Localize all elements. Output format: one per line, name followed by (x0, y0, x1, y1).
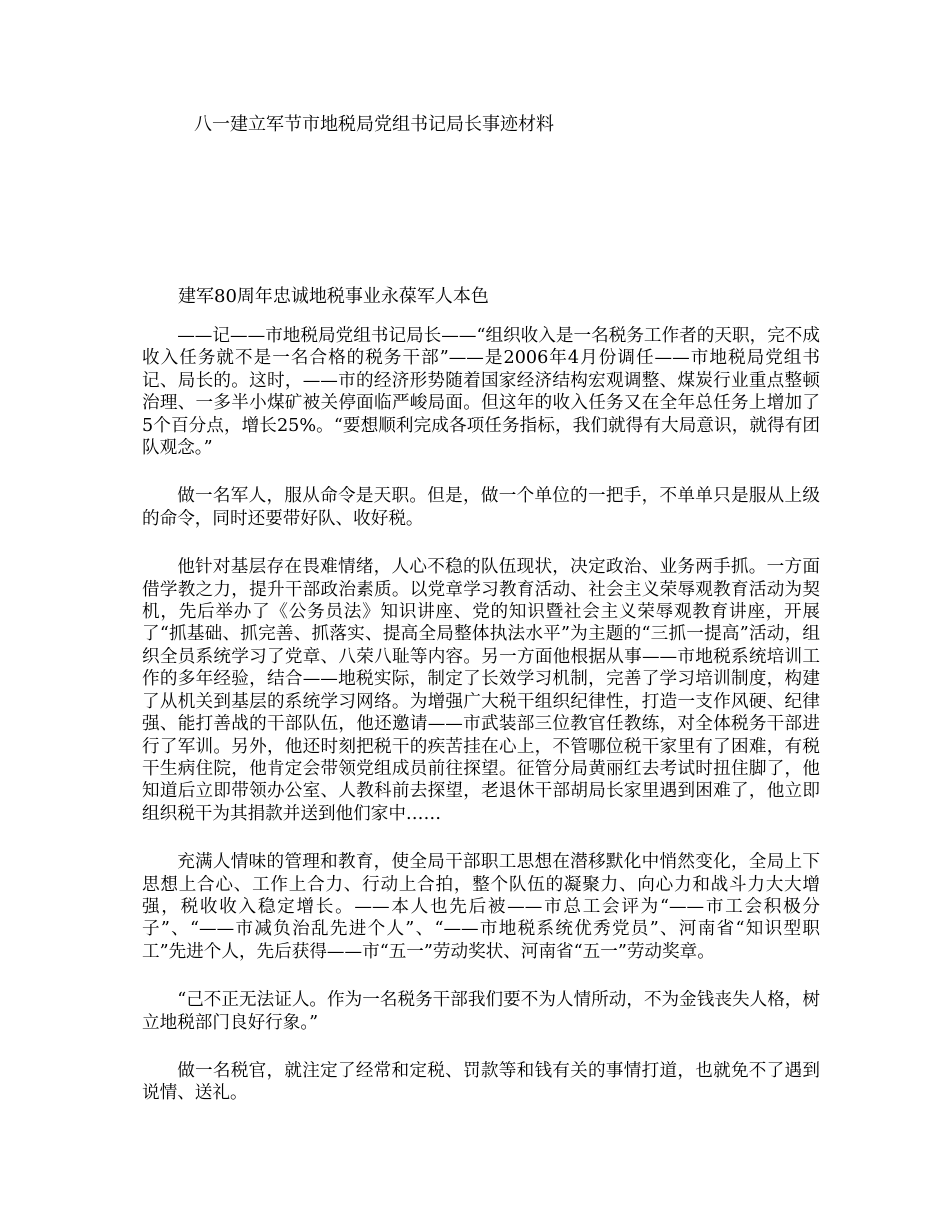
paragraph-1: ——记——市地税局党组书记局长——“组织收入是一名税务工作者的天职，完不成收入任务就不是一名合格的税务干部”——是2006年4月份调任——市地税局党组书记、局长的。这时，——市的经济形势随着国家经济结构宏观调整、煤炭行业重点整顿治理、一多半小煤矿被关停面临严峻局面。但这年的收入任务又在全年总任务上增加了5个百分点，增长25%。“要想顺利完成各项任务指标，我们就得有大局意识，就得有团队观念。” (142, 326, 820, 459)
paragraph-6: 做一名税官，就注定了经常和定税、罚款等和钱有关的事情打道，也就免不了遇到说情、送礼。 (142, 1060, 820, 1104)
paragraph-2: 做一名军人，服从命令是天职。但是，做一个单位的一把手，不单单只是服从上级的命令，同时还要带好队、收好税。 (142, 486, 820, 529)
paragraph-4: 充满人情味的管理和教育，使全局干部职工思想在潜移默化中悄然变化，全局上下思想上合心、工作上合力、行动上合拍，整个队伍的凝聚力、向心力和战斗力大大增强，税收收入稳定增长。——本人也先后被——市总工会评为“——市工会积极分子”、“——市减负治乱先进个人”、“——市地税系统优秀党员”、河南省“知识型职工”先进个人，先后获得——市“五一”劳动奖状、河南省“五一”劳动奖章。 (142, 852, 820, 962)
document-title: 八一建立军节市地税局党组书记局长事迹材料 (194, 114, 554, 135)
paragraph-5: “己不正无法证人。作为一名税务干部我们要不为人情所动，不为金钱丧失人格，树立地税部门良好行象。” (142, 990, 820, 1033)
paragraph-3: 他针对基层存在畏难情绪，人心不稳的队伍现状，决定政治、业务两手抓。一方面借学教之力，提升干部政治素质。以党章学习教育活动、社会主义荣辱观教育活动为契机，先后举办了《公务员法》知识讲座、党的知识暨社会主义荣辱观教育讲座，开展了“抓基础、抓完善、抓落实、提高全局整体执法水平”为主题的“三抓一提高”活动，组织全员系统学习了党章、八荣八耻等内容。另一方面他根据从事——市地税系统培训工作的多年经验，结合——地税实际，制定了长效学习机制，完善了学习培训制度，构建了从机关到基层的系统学习网络。为增强广大税干组织纪律性，打造一支作风硬、纪律强、能打善战的干部队伍，他还邀请——市武装部三位教官任教练，对全体税务干部进行了军训。另外，他还时刻把税干的疾苦挂在心上，不管哪位税干家里有了困难，有税干生病住院，他肯定会带领党组成员前往探望。征管分局黄丽红去考试时扭住脚了，他知道后立即带领办公室、人教科前去探望，老退休干部胡局长家里遇到困难了，他立即组织税干为其捐款并送到他们家中…… (142, 557, 820, 824)
document-body (142, 325, 820, 1131)
document-subtitle: 建军80周年忠诚地税事业永葆军人本色 (178, 286, 489, 307)
